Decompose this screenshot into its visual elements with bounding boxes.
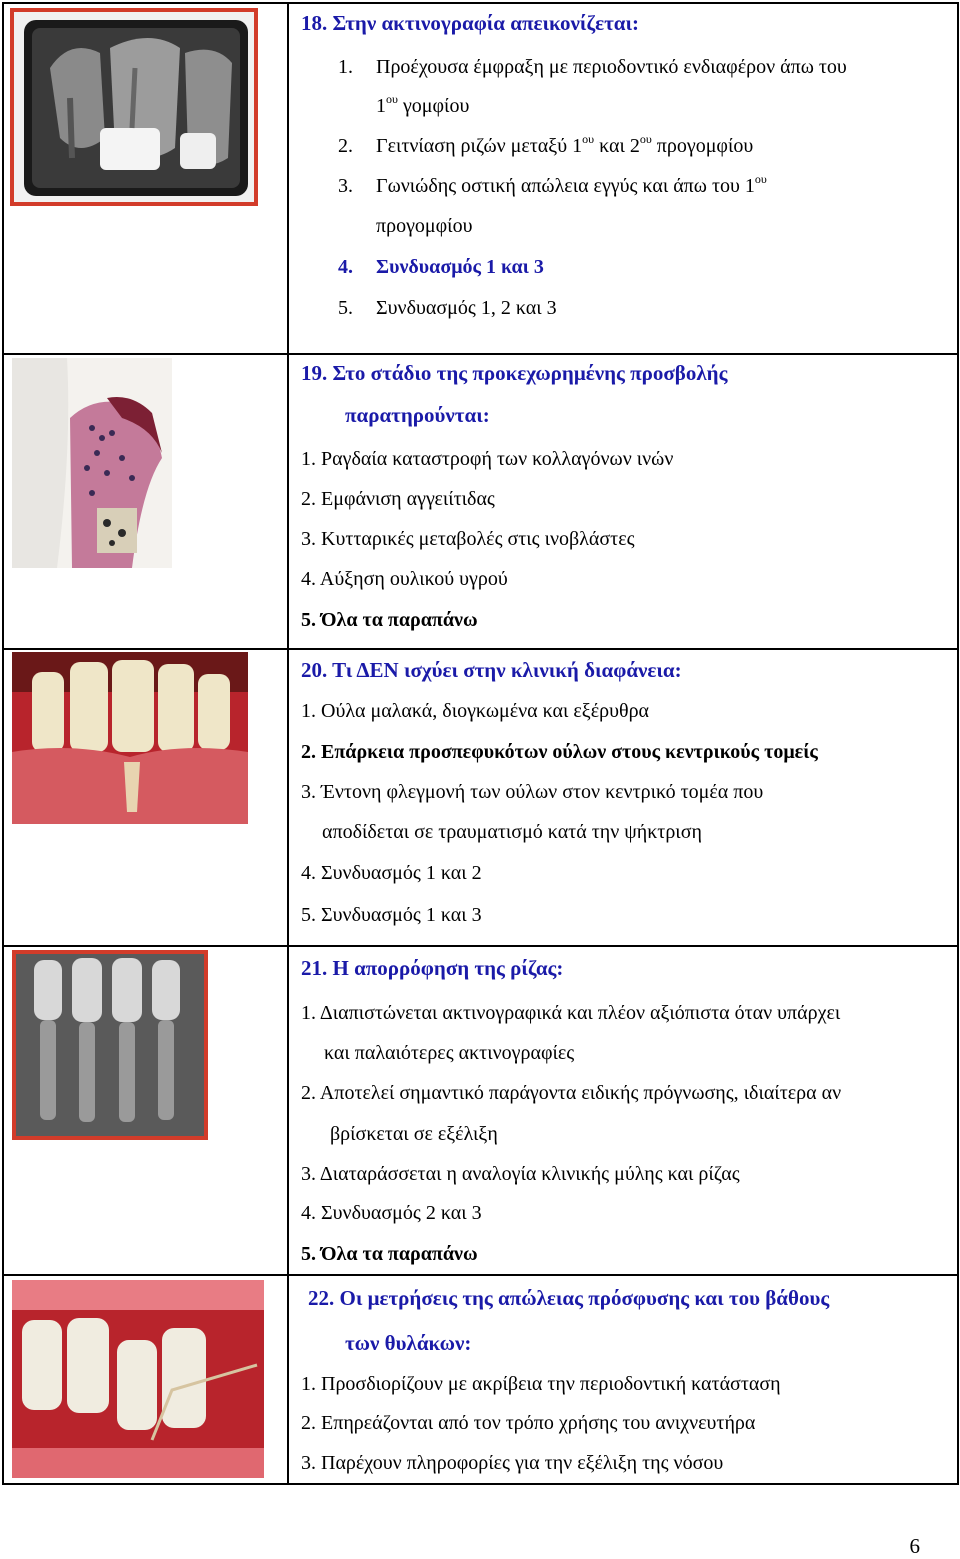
q18-option-3: 3. Γωνιώδης οστική απώλεια εγγύς και άπω του $1^{o\upsilon}$	[338, 172, 767, 197]
row-divider-20	[2, 945, 959, 947]
row-divider-21	[2, 1274, 959, 1276]
histology-illustration	[12, 358, 172, 568]
q18-option-3-cont: προγομφίου	[376, 215, 473, 237]
table-bottom-border	[2, 1483, 959, 1485]
q18-option-4: 4. Συνδυασμός 1 και 3	[338, 256, 544, 278]
q18-option-5: 5. Συνδυασμός 1, 2 και 3	[338, 297, 557, 319]
q20-option-3-cont: αποδίδεται σε τραυματισμό κατά την ψήκτριση	[322, 821, 702, 843]
periodontal-probing-photo	[12, 1280, 264, 1478]
question-20-title: 20. Τι ΔΕΝ ισχύει στην κλινική διαφάνεια:	[301, 658, 682, 682]
q22-option-1: 1. Προσδιορίζουν με ακρίβεια την περιοδοντική κατάσταση	[301, 1373, 781, 1395]
q20-option-1: 1. Ούλα μαλακά, διογκωμένα και εξέρυθρα	[301, 700, 650, 722]
question-22-title: 22. Οι μετρήσεις της απώλειας πρόσφυσης και του βάθους	[308, 1286, 830, 1310]
q22-option-2: 2. Επηρεάζονται από τον τρόπο χρήσης του ανιχνευτήρα	[301, 1412, 756, 1434]
q20-option-5: 5. Συνδυασμός 1 και 3	[301, 904, 482, 926]
q20-option-2: 2. Επάρκεια προσπεφυκότων ούλων στους κεντρικούς τομείς	[301, 741, 818, 763]
q21-option-2: 2. Αποτελεί σημαντικό παράγοντα ειδικής πρόγνωσης, ιδιαίτερα αν	[301, 1082, 842, 1104]
q21-option-5: 5. Όλα τα παραπάνω	[301, 1243, 478, 1265]
question-22-title-cont: των θυλάκων:	[345, 1331, 472, 1355]
q21-option-1: 1. Διαπιστώνεται ακτινογραφικά και πλέον αξιόπιστα όταν υπάρχει	[301, 1002, 841, 1024]
table-right-border	[957, 2, 959, 1485]
question-19-title: 19. Στο στάδιο της προκεχωρημένης προσβολής	[301, 361, 728, 385]
q18-option-1-cont: $1^{o\upsilon}$ γομφίου	[376, 92, 470, 117]
q19-option-1: 1. Ραγδαία καταστροφή των κολλαγόνων ινών	[301, 448, 674, 470]
q21-option-1-cont: και παλαιότερες ακτινογραφίες	[324, 1042, 575, 1064]
q21-option-2-cont: βρίσκεται σε εξέλιξη	[330, 1123, 498, 1145]
row-divider-19	[2, 648, 959, 650]
q20-option-4: 4. Συνδυασμός 1 και 2	[301, 862, 482, 884]
q22-option-3: 3. Παρέχουν πληροφορίες για την εξέλιξη της νόσου	[301, 1452, 724, 1474]
gingiva-photo	[12, 652, 248, 824]
q18-option-1: 1. Προέχουσα έμφραξη με περιοδοντικό ενδιαφέρον άπω του	[338, 56, 847, 78]
table-left-border	[2, 2, 4, 1485]
question-21-title: 21. Η απορρόφηση της ρίζας:	[301, 956, 564, 980]
table-column-divider	[287, 2, 289, 1485]
q18-option-2: 2. Γειτνίαση ριζών μεταξύ $1^{o\upsilon}$ και $2^{o\upsilon}$ προγομφίου	[338, 132, 754, 157]
q19-option-4: 4. Αύξηση ουλικού υγρού	[301, 568, 508, 590]
table-top-border	[2, 2, 959, 4]
q21-option-4: 4. Συνδυασμός 2 και 3	[301, 1202, 482, 1224]
question-18-title: 18. Στην ακτινογραφία απεικονίζεται:	[301, 11, 639, 35]
xray-incisors-image	[12, 950, 208, 1140]
question-19-title-cont: παρατηρούνται:	[345, 403, 490, 427]
page-number: 6	[909, 1534, 920, 1558]
xray-molar-image	[10, 8, 258, 206]
row-divider-18	[2, 353, 959, 355]
q21-option-3: 3. Διαταράσσεται η αναλογία κλινικής μύλης και ρίζας	[301, 1163, 740, 1185]
q20-option-3: 3. Έντονη φλεγμονή των ούλων στον κεντρικό τομέα που	[301, 781, 764, 803]
q19-option-2: 2. Εμφάνιση αγγειίτιδας	[301, 488, 495, 510]
q19-option-5: 5. Όλα τα παραπάνω	[301, 609, 478, 631]
q19-option-3: 3. Κυτταρικές μεταβολές στις ινοβλάστες	[301, 528, 635, 550]
